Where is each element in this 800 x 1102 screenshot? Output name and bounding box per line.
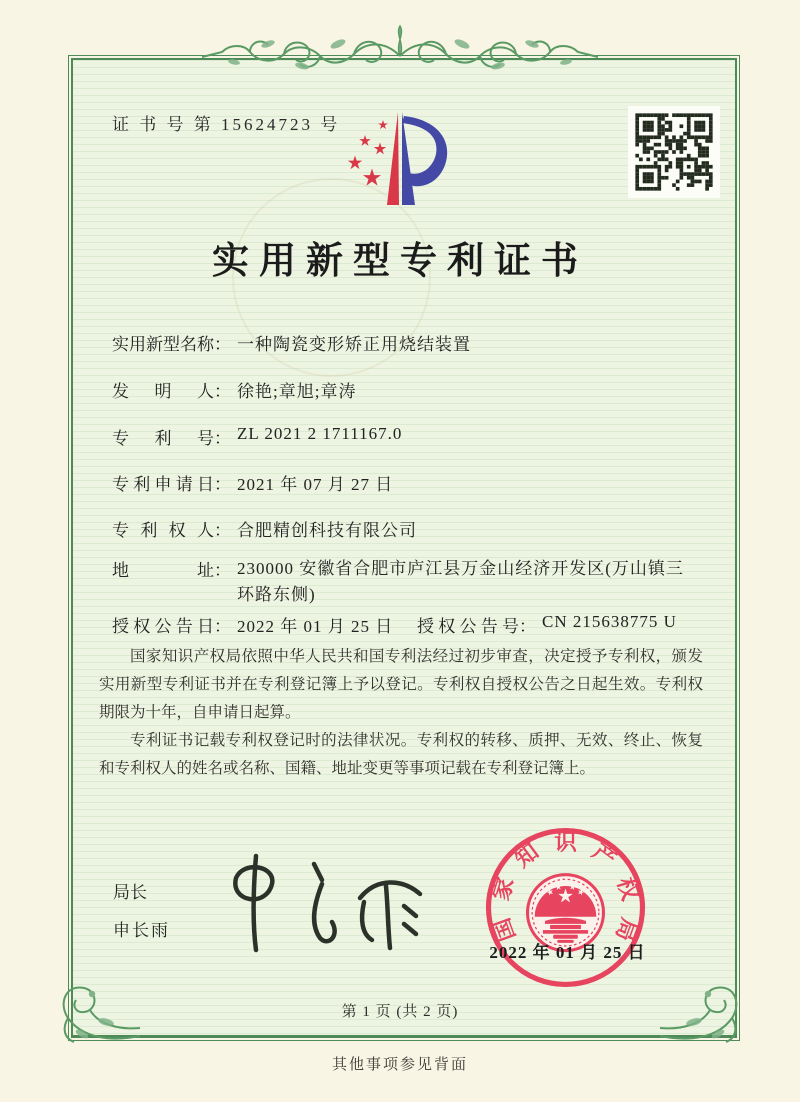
field-row-inventors	[112, 377, 356, 402]
field-row-name	[112, 330, 471, 355]
legal-paragraph-1: 国家知识产权局依照中华人民共和国专利法经过初步审查，决定授予专利权，颁发实用新型专利证书并在专利登记簿上予以登记。专利权自授权公告之日起生效。专利权期限为十年，自申请日起算。	[99, 648, 703, 721]
field-label: 授权公告日	[112, 617, 214, 636]
field-label: 实用新型名称	[112, 335, 214, 354]
field-label: 地址	[112, 561, 214, 580]
field-row-patent-number	[112, 424, 402, 449]
field-label: 发明人	[112, 382, 214, 401]
top-scroll-ornament-icon	[198, 22, 602, 78]
field-label: 专利号	[112, 429, 214, 448]
cnipa-seal-icon	[468, 810, 663, 1005]
field-row-patentee	[112, 516, 417, 541]
field-row-filing-date	[112, 470, 393, 495]
seal-date: 2022 年 01 月 25 日	[489, 943, 646, 962]
field-colon: ：	[214, 617, 231, 636]
svg-text:知: 知	[510, 838, 544, 873]
back-side-note: 其他事项参见背面	[331, 1057, 468, 1073]
field-value: 徐艳;章旭;章涛	[237, 382, 357, 401]
field-colon: ：	[214, 429, 231, 448]
grant-date-pair	[112, 612, 417, 637]
official-name: 申长雨	[113, 921, 170, 940]
field-value: 2021 年 07 月 27 日	[237, 475, 394, 494]
field-value: 一种陶瓷变形矫正用烧结装置	[237, 335, 471, 354]
official-title: 局长	[113, 883, 147, 902]
qr-code-icon	[628, 106, 720, 198]
svg-text:识: 识	[554, 830, 577, 856]
field-row-grant	[112, 612, 677, 637]
field-value: ZL 2021 2 1711167.0	[237, 424, 403, 443]
field-colon: ：	[214, 335, 231, 354]
field-colon: ：	[214, 475, 231, 494]
handwritten-signature-icon	[218, 850, 433, 958]
field-label: 专利权人	[112, 521, 214, 540]
field-colon: ：	[214, 521, 231, 540]
legal-text-block	[99, 643, 703, 782]
field-label: 专利申请日	[112, 475, 214, 494]
field-colon: ：	[214, 561, 231, 580]
legal-paragraph-2: 专利证书记载专利权登记时的法律状况。专利权的转移、质押、无效、终止、恢复和专利权人的姓名或名称、国籍、地址变更等事项记载在专利登记簿上。	[99, 731, 703, 777]
svg-text:家: 家	[488, 874, 519, 904]
svg-text:国: 国	[488, 914, 521, 945]
svg-text:产: 产	[587, 838, 621, 873]
page-number: 第 1 页 (共 2 页)	[341, 1004, 459, 1020]
grant-number-pair	[417, 612, 677, 637]
field-row-address	[112, 556, 685, 609]
svg-text:局: 局	[610, 914, 643, 945]
field-value: CN 215638775 U	[542, 612, 677, 631]
field-colon: ：	[519, 617, 536, 636]
field-value: 230000 安徽省合肥市庐江县万金山经济开发区(万山镇三环路东侧)	[237, 559, 684, 605]
field-colon: ：	[214, 382, 231, 401]
certificate-number: 证 书 号 第 15624723 号	[112, 115, 341, 134]
cnipa-logo-icon	[338, 108, 462, 210]
certificate-title: 实用新型专利证书	[212, 241, 588, 282]
field-value: 合肥精创科技有限公司	[237, 521, 417, 540]
field-label: 授权公告号	[417, 617, 519, 636]
field-value: 2022 年 01 月 25 日	[237, 617, 394, 636]
svg-text:权: 权	[612, 874, 643, 904]
